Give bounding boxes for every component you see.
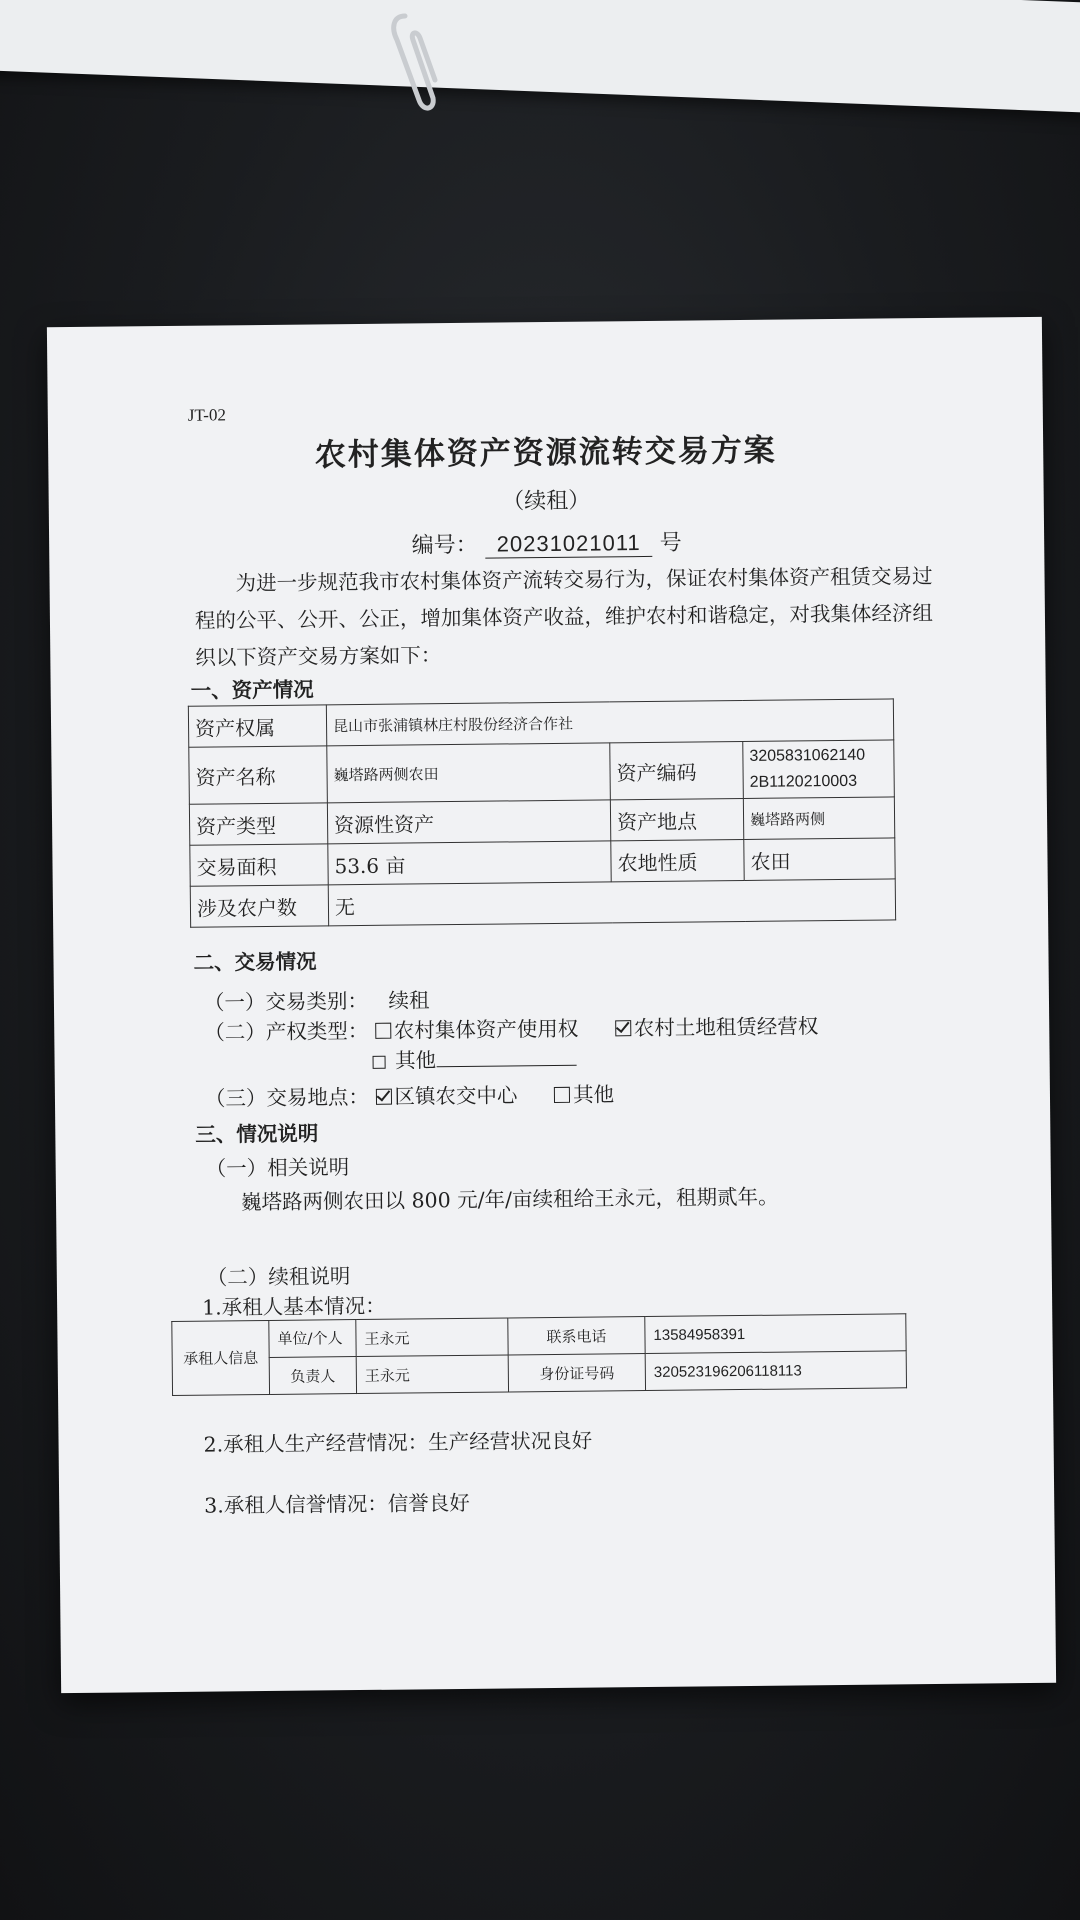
id-label: 身份证号码 [508, 1354, 645, 1392]
paperclip-icon [383, 10, 443, 120]
place-opt2-checkbox[interactable] [554, 1087, 570, 1103]
asset-type-value: 资源性资产 [327, 800, 610, 844]
serial-line [49, 522, 1044, 563]
trade-category-label: （一）交易类别： [203, 988, 369, 1015]
lessee-info-label: 承租人信息 [172, 1320, 270, 1395]
section2-heading: 二、交易情况 [193, 949, 317, 975]
background-paper [0, 0, 1080, 113]
renewal-description-heading: （二）续租说明 [206, 1264, 351, 1290]
households-label: 涉及农户数 [190, 885, 328, 927]
asset-owner-label: 资产权属 [188, 705, 326, 747]
serial-prefix: 编号： [411, 532, 478, 559]
phone-label: 联系电话 [508, 1317, 645, 1355]
place-opt1-checkbox[interactable] [375, 1089, 391, 1105]
rights-opt2-checkbox[interactable] [615, 1020, 631, 1036]
lessee-operation: 2.承租人生产经营情况：生产经营状况良好 [203, 1428, 593, 1457]
rights-opt2-label: 农村土地租赁经营权 [633, 1014, 819, 1041]
lessee-basic-heading: 1.承租人基本情况： [202, 1293, 386, 1320]
asset-name-value: 巍塔路两侧农田 [327, 743, 611, 803]
unit-value: 王永元 [356, 1318, 508, 1357]
asset-type-label: 资产类型 [189, 803, 327, 845]
intro-paragraph: 为进一步规范我市农村集体资产流转交易行为，保证农村集体资产租赁交易过程的公平、公开、公正，增加集体资产收益，维护农村和谐稳定，对我集体经济组织以下资产交易方案如下： [194, 563, 934, 670]
lessee-table [171, 1313, 907, 1396]
unit-label: 单位/个人 [269, 1320, 356, 1358]
rights-opt3-checkbox[interactable] [373, 1056, 386, 1069]
table-row [172, 1351, 906, 1396]
rights-other [372, 1042, 576, 1074]
asset-code-line1: 3205831062140 [749, 746, 866, 765]
table-row [189, 740, 895, 804]
serial-number: 20231021011 [485, 530, 653, 559]
asset-code-value [743, 740, 895, 799]
person-label: 负责人 [269, 1357, 356, 1395]
id-value: 320523196206118113 [645, 1351, 906, 1391]
trade-category-value: 续租 [388, 988, 430, 1013]
land-nature-value: 农田 [744, 838, 895, 881]
rights-type-label: （二）产权类型： [204, 1018, 369, 1045]
rights-opt3-label: 其他 [394, 1048, 437, 1073]
document-title: 农村集体资产资源流转交易方案 [314, 432, 777, 474]
asset-name-label: 资产名称 [189, 746, 328, 804]
trade-category [204, 983, 430, 1015]
document-subtitle: （续租） [502, 488, 591, 515]
place-opt1-label: 区镇农交中心 [394, 1083, 518, 1109]
document-sheet [47, 317, 1056, 1693]
person-value: 王永元 [356, 1355, 508, 1394]
phone-value: 13584958391 [645, 1314, 906, 1354]
related-description: 巍塔路两侧农田以 800 元/年/亩续租给王永元，租期贰年。 [240, 1184, 779, 1215]
form-code: JT-02 [187, 405, 227, 425]
trade-area-label: 交易面积 [190, 844, 328, 886]
section1-heading: 一、资产情况 [190, 677, 314, 703]
asset-owner-value: 昆山市张浦镇林庄村股份经济合作社 [326, 699, 893, 746]
asset-code-line2: 2B1120210003 [749, 772, 858, 791]
asset-location-label: 资产地点 [610, 798, 743, 840]
lessee-credit: 3.承租人信誉情况：信誉良好 [204, 1490, 470, 1518]
asset-code-label: 资产编码 [610, 741, 744, 799]
rights-type [204, 1009, 818, 1045]
related-description-heading: （一）相关说明 [205, 1155, 350, 1181]
asset-table [188, 698, 896, 927]
rights-opt1-checkbox[interactable] [375, 1023, 391, 1039]
trade-area-value: 53.6 亩 [328, 841, 611, 885]
serial-suffix: 号 [659, 530, 682, 556]
section3-heading: 三、情况说明 [195, 1121, 319, 1147]
trade-place [205, 1077, 614, 1111]
trade-place-label: （三）交易地点： [204, 1084, 370, 1111]
households-value: 无 [328, 879, 895, 926]
asset-location-value: 巍塔路两侧 [743, 797, 894, 840]
land-nature-label: 农地性质 [611, 839, 744, 881]
rights-other-blank [436, 1064, 576, 1067]
table-row [190, 879, 895, 927]
place-opt2-label: 其他 [572, 1082, 615, 1107]
rights-opt1-label: 农村集体资产使用权 [393, 1016, 579, 1043]
